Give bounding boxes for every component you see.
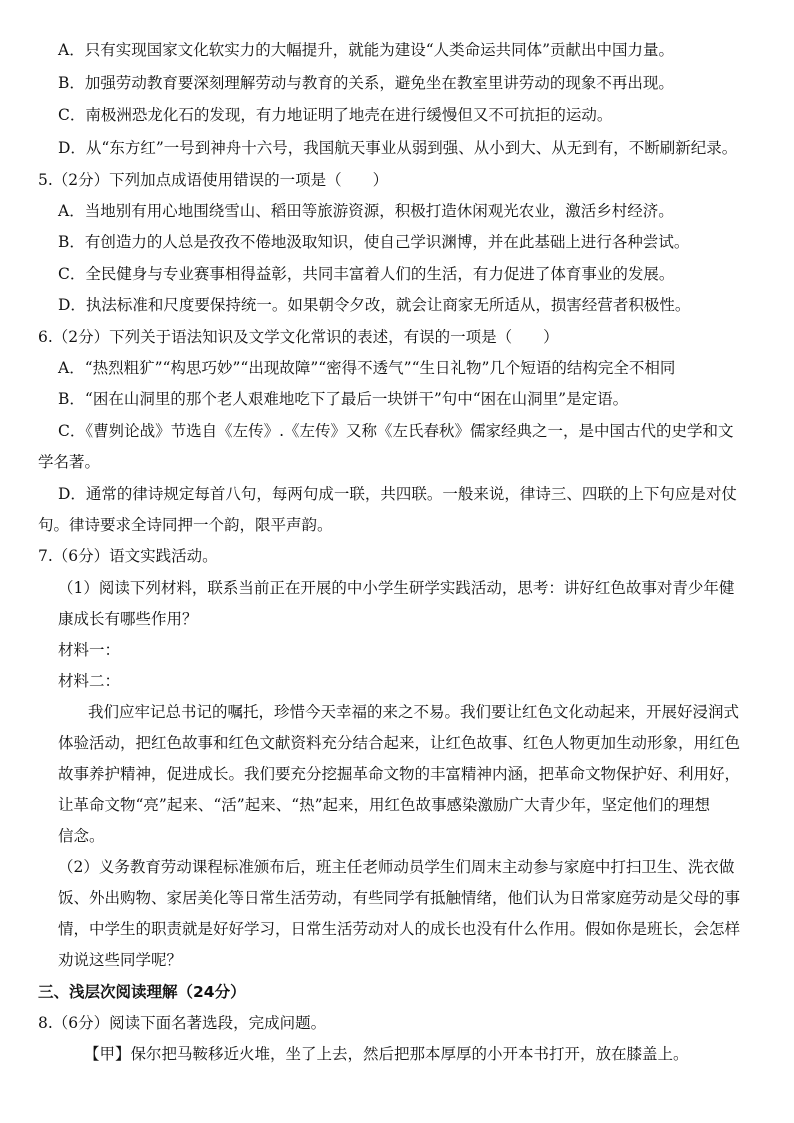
- q5-option-d: D．执法标准和尺度要保持统一。如果朝令夕改，就会让商家无所适从，损害经营者积极性。: [58, 296, 691, 314]
- q7-material2-line4: 让革命文物“亮”起来、“活”起来、“热”起来，用红色故事感染激励广大青少年，坚定他们的理想: [58, 796, 711, 814]
- q4-option-d: D．从“东方红”一号到神舟十六号，我国航天事业从弱到强、从小到大、从无到有，不断刷新纪录。: [58, 139, 738, 157]
- q6-option-c-line1: C．《曹刿论战》节选自《左传》.《左传》又称《左氏春秋》儒家经典之一，是中国古代的史学和文: [58, 422, 734, 440]
- q6-option-c-line2: 学名著。: [38, 453, 101, 471]
- q8-stem: 8.（6分）阅读下面名著选段，完成问题。: [38, 1014, 327, 1032]
- q4-option-b: B．加强劳动教育要深刻理解劳动与教育的关系，避免坐在教室里讲劳动的现象不再出现。: [58, 74, 674, 92]
- q6-option-d-line1: D．通常的律诗规定每首八句，每两句成一联，共四联。一般来说，律诗三、四联的上下句应是对仗: [58, 485, 737, 503]
- q7-part1-line2: 康成长有哪些作用？: [58, 610, 198, 628]
- section-3-heading: 三、浅层次阅读理解（24分）: [38, 983, 246, 1001]
- q5-option-a: A．当地别有用心地围绕雪山、稻田等旅游资源，积极打造休闲观光农业，激活乡村经济。: [58, 202, 674, 220]
- q7-part2-line4: 劝说这些同学呢？: [58, 951, 183, 969]
- q4-option-c: C．南极洲恐龙化石的发现，有力地证明了地壳在进行缓慢但又不可抗拒的运动。: [58, 106, 613, 124]
- q7-part2-line1: （2）义务教育劳动课程标准颁布后，班主任老师动员学生们周末主动参与家庭中打扫卫生、洗衣做: [58, 858, 735, 876]
- q7-material2-label: 材料二：: [58, 672, 121, 690]
- q7-material1-label: 材料一：: [58, 641, 121, 659]
- q5-option-c: C．全民健身与专业赛事相得益彰，共同丰富着人们的生活，有力促进了体育事业的发展。: [58, 265, 675, 283]
- q7-material2-line3: 故事养护精神，促进成长。我们要充分挖掘革命文物的丰富精神内涵，把革命文物保护好、利用好，: [58, 765, 741, 783]
- q5-option-b: B．有创造力的人总是孜孜不倦地汲取知识，使自己学识渊博，并在此基础上进行各种尝试。: [58, 233, 690, 251]
- q7-stem: 7.（6分）语文实践活动。: [38, 547, 218, 565]
- q5-stem: 5.（2分）下列加点成语使用错误的一项是（ ）: [38, 171, 389, 189]
- q7-material2-line5: 信念。: [58, 827, 105, 845]
- q7-part1-line1: （1）阅读下列材料，联系当前正在开展的中小学生研学实践活动，思考：讲好红色故事对青少年健: [58, 579, 735, 597]
- q6-option-d-line2: 句。律诗要求全诗同押一个韵，限平声韵。: [38, 516, 333, 534]
- q4-option-a: A．只有实现国家文化软实力的大幅提升，就能为建设“人类命运共同体”贡献出中国力量。: [58, 41, 675, 59]
- q6-option-a: A．“热烈粗犷”“构思巧妙”“出现故障”“密得不透气”“生日礼物”几个短语的结构完全不相同: [58, 359, 676, 377]
- q8-excerpt-jia: 【甲】保尔把马鞍移近火堆，坐了上去，然后把那本厚厚的小开本书打开，放在膝盖上。: [84, 1045, 689, 1063]
- q6-stem: 6.（2分）下列关于语法知识及文学文化常识的表述，有误的一项是（ ）: [38, 328, 559, 346]
- q7-part2-line2: 饭、外出购物、家居美化等日常生活劳动，有些同学有抵触情绪，他们认为日常家庭劳动是父母的事: [58, 889, 741, 907]
- q7-material2-line2: 体验活动，把红色故事和红色文献资料充分结合起来，让红色故事、红色人物更加生动形象，用红色: [58, 734, 741, 752]
- q7-part2-line3: 情，中学生的职责就是好好学习，日常生活劳动对人的成长也没有什么作用。假如你是班长，会怎样: [58, 920, 741, 938]
- q6-option-b: B．“困在山洞里的那个老人艰难地吃下了最后一块饼干”句中“困在山洞里”是定语。: [58, 390, 629, 408]
- q7-material2-line1: 我们应牢记总书记的嘱托，珍惜今天幸福的来之不易。我们要让红色文化动起来，开展好浸润式: [88, 703, 740, 721]
